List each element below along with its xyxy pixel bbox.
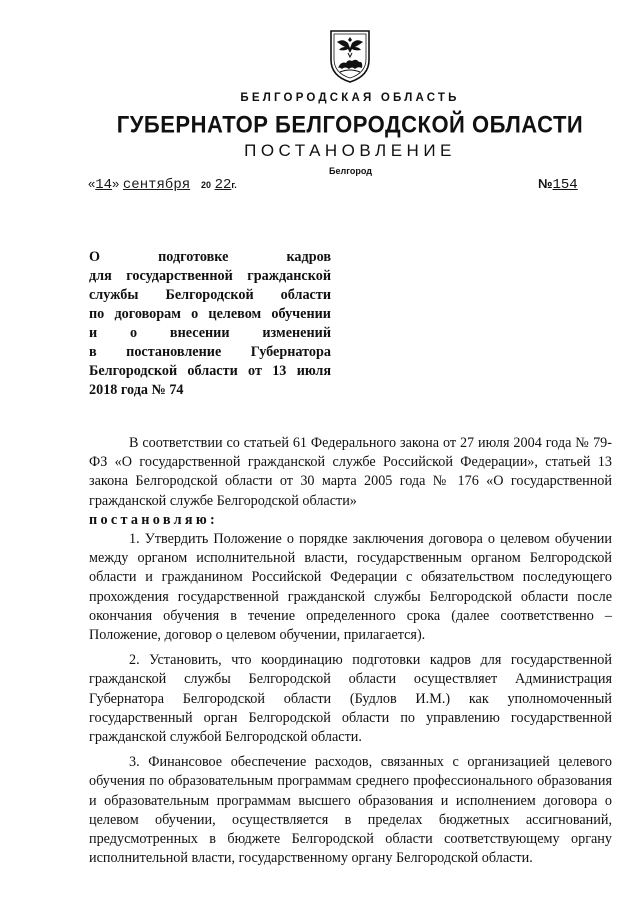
title-line: по договорам о целевом обучении — [89, 306, 331, 322]
date-year-suffix: 22 — [214, 177, 232, 193]
title-line: Белгородской области от 13 июля — [89, 363, 331, 379]
date-open-quote: « — [88, 176, 96, 191]
title-line: и о внесении изменений — [89, 325, 331, 341]
decree-word: постановляю: — [89, 511, 218, 528]
document-body — [89, 434, 612, 868]
title-line: 2018 года № 74 — [89, 382, 184, 398]
document-date — [88, 176, 237, 193]
title-line: для государственной гражданской — [89, 268, 331, 284]
clause-2: 2. Установить, что координацию подготовки кадров для государственной гражданской службы Белгородской области осуществляет Администрация Губернатора Белгородской области (Будлов И.М.) как уполномоченный государственный орган Белгородской области по управлению государственной гражданской службой Белгородской области. — [89, 652, 612, 746]
document-type: ПОСТАНОВЛЕНИЕ — [244, 141, 456, 160]
number-sign: № — [538, 176, 553, 191]
preamble-paragraph: В соответствии со статьей 61 Федерального закона от 27 июля 2004 года № 79-ФЗ «О государственной гражданской службе Российской Федерации», статьей 13 закона Белгородской области от 30 марта 2005 года № 176 «О государственной гражданской службе Белгородской области» — [89, 435, 612, 509]
clause-1: 1. Утвердить Положение о порядке заключения договора о целевом обучении между органом исполнительной власти, государственным органом Белгородской области и гражданином Российской Федерации с обязательством последующего прохождения государственной гражданской службы Белгородской области после окончания обучения в течение определенного срока (далее соответственно – Положение, договор о целевом обучении, прилагается). — [89, 531, 612, 644]
date-year-abbrev: г. — [231, 180, 237, 190]
document-number — [538, 176, 600, 193]
region-name: БЕЛГОРОДСКАЯ ОБЛАСТЬ — [240, 92, 460, 104]
city-name: Белгород — [329, 166, 372, 176]
issuer-title: ГУБЕРНАТОР БЕЛГОРОДСКОЙ ОБЛАСТИ — [116, 110, 584, 138]
title-line: службы Белгородской области — [89, 287, 331, 303]
date-close-quote: » — [112, 176, 120, 191]
date-year-prefix: 20 — [200, 180, 211, 190]
number-value: 154 — [552, 177, 578, 193]
document-title — [89, 248, 331, 400]
coat-of-arms-icon — [328, 28, 372, 84]
clause-3: 3. Финансовое обеспечение расходов, связанных с организацией целевого обучения по образовательным программам среднего профессионального образования и образовательным программам высшего образования и исполнением договора о целевом обучении, осуществляется в пределах бюджетных ассигнований, предусмотренных в бюджете Белгородской области соответствующему органу исполнительной власти, государственному органу Белгородской области. — [89, 754, 612, 867]
date-month: сентября — [122, 177, 191, 193]
date-day: 14 — [95, 177, 113, 193]
title-line: О подготовке кадров — [89, 249, 331, 265]
title-line: в постановление Губернатора — [89, 344, 331, 360]
